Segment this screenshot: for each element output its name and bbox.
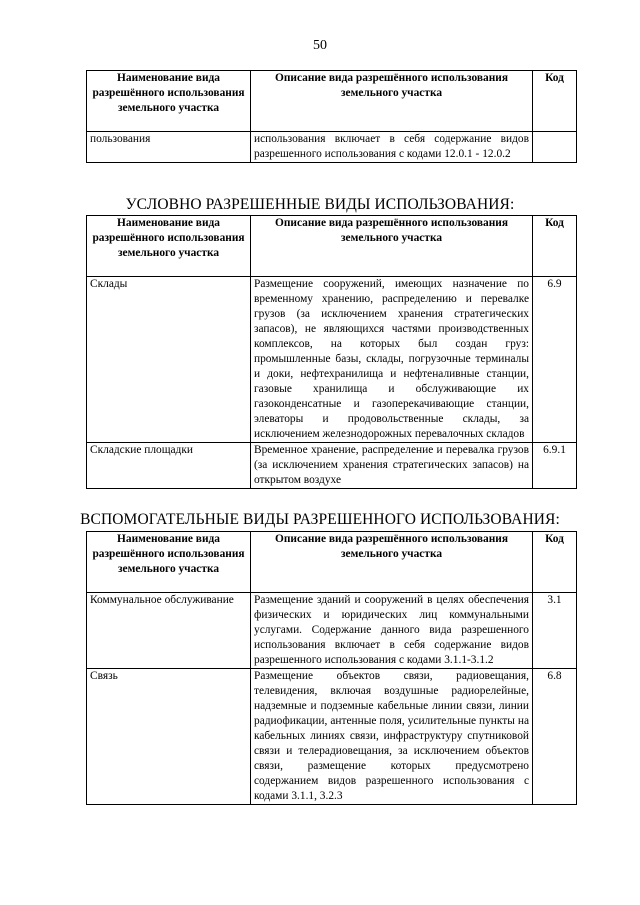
auxiliary-uses-table xyxy=(86,531,577,805)
row-description: Размещение зданий и сооружений в целях обеспечения физических и юридических лиц коммунальными услугами. Содержание данного вида разрешенного использования включает в себя содержание видов разрешенного использования с кодами 3.1.1-3.1.2 xyxy=(251,593,533,669)
header-code: Код xyxy=(533,71,577,132)
header-name: Наименование вида разрешённого использования земельного участка xyxy=(87,71,251,132)
header-description: Описание вида разрешённого использования земельного участка xyxy=(251,216,533,277)
row-code: 6.9.1 xyxy=(533,443,577,489)
table-row xyxy=(87,669,577,805)
row-name: Коммунальное обслуживание xyxy=(87,593,251,669)
header-description: Описание вида разрешённого использования земельного участка xyxy=(251,532,533,593)
table-row xyxy=(87,277,577,443)
row-name: Складские площадки xyxy=(87,443,251,489)
row-code: 6.9 xyxy=(533,277,577,443)
row-name: Связь xyxy=(87,669,251,805)
header-name: Наименование вида разрешённого использования земельного участка xyxy=(87,532,251,593)
table-header-row xyxy=(87,532,577,593)
row-description: использования включает в себя содержание видов разрешенного использования с кодами 12.0.1 - 12.0.2 xyxy=(251,132,533,163)
table-row xyxy=(87,132,577,163)
row-name: Склады xyxy=(87,277,251,443)
continuation-table xyxy=(86,70,577,163)
header-description: Описание вида разрешённого использования земельного участка xyxy=(251,71,533,132)
conditional-uses-heading: УСЛОВНО РАЗРЕШЕННЫЕ ВИДЫ ИСПОЛЬЗОВАНИЯ: xyxy=(125,196,515,213)
table-row xyxy=(87,593,577,669)
row-description: Размещение сооружений, имеющих назначение по временному хранению, распределению и перевалке грузов (за исключением хранения стратегических запасов), не являющихся частями производственных комплексов, на которых был создан груз: промышленные базы, склады, погрузочные терминалы и доки, нефтехранилища и нефтеналивные станции, газовые хранилища и обслуживающие их газоконденсатные и газоперекачивающие станции, элеваторы и продовольственные склады, за исключением железнодорожных перевалочных складов xyxy=(251,277,533,443)
header-code: Код xyxy=(533,216,577,277)
row-code: 6.8 xyxy=(533,669,577,805)
conditional-uses-table xyxy=(86,215,577,489)
header-code: Код xyxy=(533,532,577,593)
table-row xyxy=(87,443,577,489)
row-description: Размещение объектов связи, радиовещания, телевидения, включая воздушные радиорелейные, надземные и подземные кабельные линии связи, линии радиофикации, антенные поля, усилительные пункты на кабельных линиях связи, инфраструктуру спутниковой связи и телерадиовещания, за исключением объектов связи, размещение которых предусмотрено содержанием видов разрешенного использования с кодами 3.1.1, 3.2.3 xyxy=(251,669,533,805)
table-header-row xyxy=(87,71,577,132)
row-description: Временное хранение, распределение и перевалка грузов (за исключением хранения стратегических запасов) на открытом воздухе xyxy=(251,443,533,489)
row-code: 3.1 xyxy=(533,593,577,669)
row-name: пользования xyxy=(87,132,251,163)
table-header-row xyxy=(87,216,577,277)
row-code xyxy=(533,132,577,163)
header-name: Наименование вида разрешённого использования земельного участка xyxy=(87,216,251,277)
auxiliary-uses-heading: ВСПОМОГАТЕЛЬНЫЕ ВИДЫ РАЗРЕШЕННОГО ИСПОЛЬЗОВАНИЯ: xyxy=(80,511,560,528)
page-number: 50 xyxy=(313,38,327,53)
